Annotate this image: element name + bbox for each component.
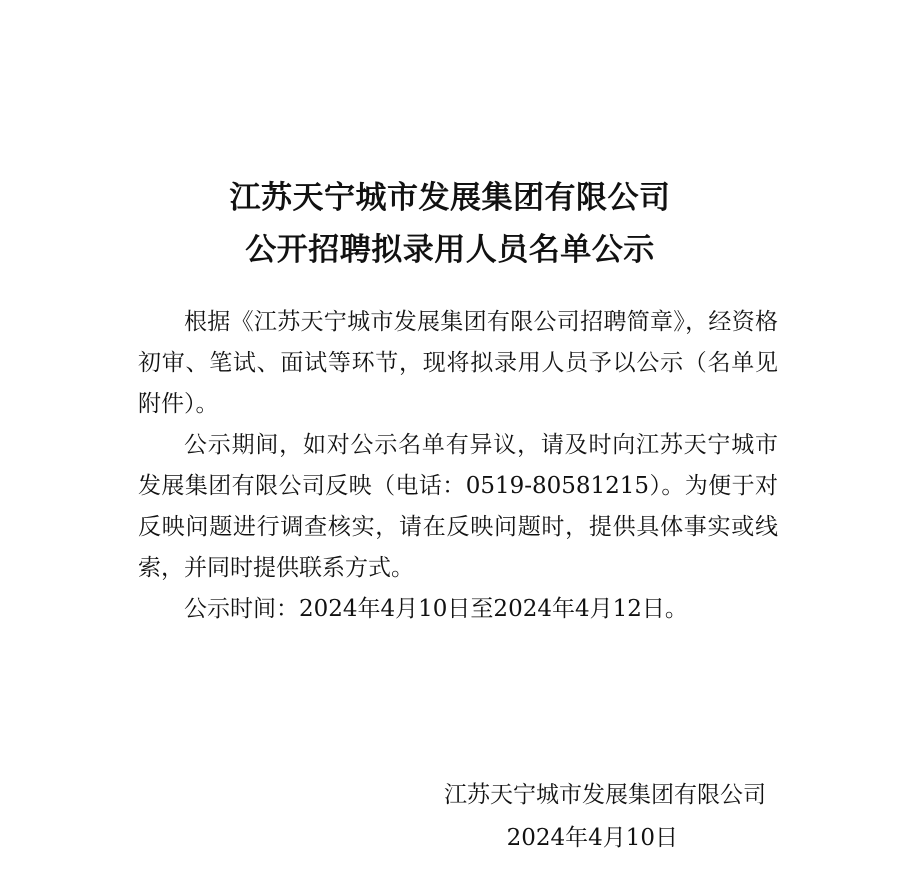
paragraph-objection: 公示期间，如对公示名单有异议，请及时向江苏天宁城市发展集团有限公司反映（电话：0519-80581215）。为便于对反映问题进行调查核实，请在反映问题时，提供具体事实或线索，并同时提供联系方式。 (138, 432, 778, 581)
paragraph-period: 公示时间：2024年4月10日至2024年4月12日。 (184, 596, 688, 622)
paragraph-basis: 根据《江苏天宁城市发展集团有限公司招聘简章》，经资格初审、笔试、面试等环节，现将拟录用人员予以公示（名单见附件）。 (138, 309, 778, 417)
signature-date: 2024年4月10日 (506, 825, 678, 851)
document-title-line1: 江苏天宁城市发展集团有限公司 (229, 180, 671, 216)
document-title-line2: 公开招聘拟录用人员名单公示 (245, 232, 655, 268)
signature-organization: 江苏天宁城市发展集团有限公司 (444, 782, 766, 808)
